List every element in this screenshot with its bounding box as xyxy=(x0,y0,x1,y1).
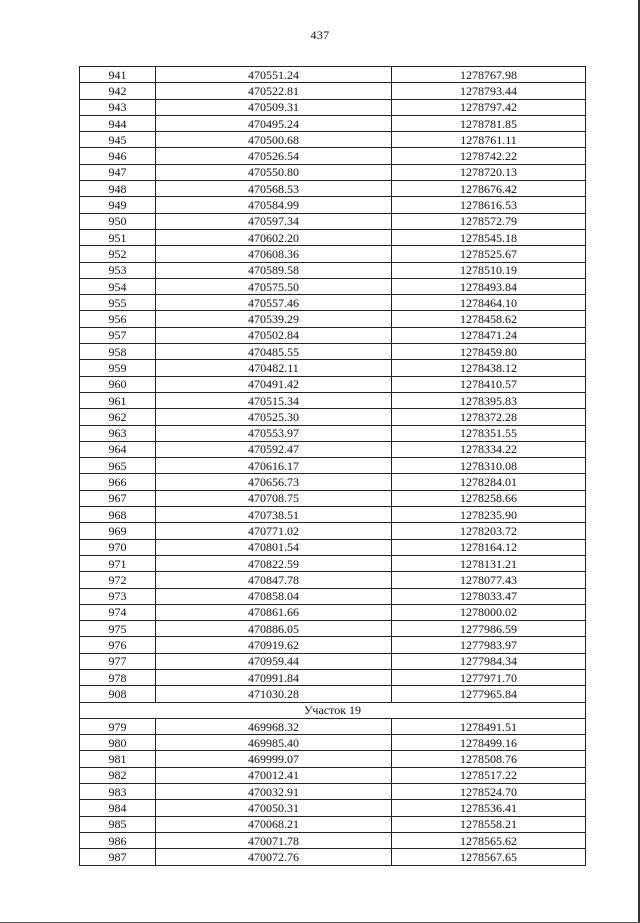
y-coordinate-cell: 1278508.76 xyxy=(392,751,586,767)
y-coordinate-cell: 1278131.21 xyxy=(392,555,586,571)
x-coordinate-cell: 470495.24 xyxy=(156,115,392,131)
table-row xyxy=(80,213,586,229)
x-coordinate-cell: 470568.53 xyxy=(156,181,392,197)
x-coordinate-cell: 470012.41 xyxy=(156,767,392,783)
x-coordinate-cell: 470597.34 xyxy=(156,213,392,229)
table-row xyxy=(80,441,586,457)
y-coordinate-cell: 1278536.41 xyxy=(392,800,586,816)
x-coordinate-cell: 470553.97 xyxy=(156,425,392,441)
point-number-cell: 984 xyxy=(80,800,156,816)
point-number-cell: 971 xyxy=(80,555,156,571)
table-row xyxy=(80,246,586,262)
point-number-cell: 949 xyxy=(80,197,156,213)
x-coordinate-cell: 469985.40 xyxy=(156,735,392,751)
y-coordinate-cell: 1277986.59 xyxy=(392,621,586,637)
y-coordinate-cell: 1278793.44 xyxy=(392,83,586,99)
table-row xyxy=(80,653,586,669)
x-coordinate-cell: 470525.30 xyxy=(156,409,392,425)
y-coordinate-cell: 1278203.72 xyxy=(392,523,586,539)
table-row xyxy=(80,67,586,83)
y-coordinate-cell: 1278000.02 xyxy=(392,604,586,620)
point-number-cell: 943 xyxy=(80,99,156,115)
y-coordinate-cell: 1278464.10 xyxy=(392,295,586,311)
point-number-cell: 985 xyxy=(80,816,156,832)
y-coordinate-cell: 1278491.51 xyxy=(392,718,586,734)
table-row xyxy=(80,507,586,523)
x-coordinate-cell: 470551.24 xyxy=(156,67,392,83)
x-coordinate-cell: 470485.55 xyxy=(156,344,392,360)
point-number-cell: 970 xyxy=(80,539,156,555)
x-coordinate-cell: 470919.62 xyxy=(156,637,392,653)
table-row xyxy=(80,490,586,506)
table-row xyxy=(80,800,586,816)
y-coordinate-cell: 1278395.83 xyxy=(392,392,586,408)
point-number-cell: 987 xyxy=(80,849,156,865)
x-coordinate-cell: 470738.51 xyxy=(156,507,392,523)
y-coordinate-cell: 1278781.85 xyxy=(392,115,586,131)
table-row xyxy=(80,344,586,360)
table-row xyxy=(80,132,586,148)
y-coordinate-cell: 1278525.67 xyxy=(392,246,586,262)
point-number-cell: 941 xyxy=(80,67,156,83)
y-coordinate-cell: 1278720.13 xyxy=(392,164,586,180)
x-coordinate-cell: 470068.21 xyxy=(156,816,392,832)
page-number: 437 xyxy=(310,28,330,42)
point-number-cell: 982 xyxy=(80,767,156,783)
point-number-cell: 975 xyxy=(80,621,156,637)
point-number-cell: 948 xyxy=(80,181,156,197)
coordinates-table xyxy=(79,66,586,866)
table-row xyxy=(80,669,586,685)
x-coordinate-cell: 469968.32 xyxy=(156,718,392,734)
table-row xyxy=(80,751,586,767)
x-coordinate-cell: 470602.20 xyxy=(156,229,392,245)
y-coordinate-cell: 1278351.55 xyxy=(392,425,586,441)
x-coordinate-cell: 470482.11 xyxy=(156,360,392,376)
table-row xyxy=(80,295,586,311)
y-coordinate-cell: 1278761.11 xyxy=(392,132,586,148)
point-number-cell: 986 xyxy=(80,832,156,848)
y-coordinate-cell: 1278372.28 xyxy=(392,409,586,425)
y-coordinate-cell: 1278284.01 xyxy=(392,474,586,490)
table-row xyxy=(80,164,586,180)
point-number-cell: 945 xyxy=(80,132,156,148)
table-row xyxy=(80,474,586,490)
section-title: Участок 19 xyxy=(80,702,586,718)
y-coordinate-cell: 1278164.12 xyxy=(392,539,586,555)
point-number-cell: 944 xyxy=(80,115,156,131)
x-coordinate-cell: 470509.31 xyxy=(156,99,392,115)
x-coordinate-cell: 470584.99 xyxy=(156,197,392,213)
point-number-cell: 974 xyxy=(80,604,156,620)
x-coordinate-cell: 470592.47 xyxy=(156,441,392,457)
point-number-cell: 953 xyxy=(80,262,156,278)
table-row xyxy=(80,360,586,376)
point-number-cell: 968 xyxy=(80,507,156,523)
y-coordinate-cell: 1278077.43 xyxy=(392,572,586,588)
point-number-cell: 960 xyxy=(80,376,156,392)
y-coordinate-cell: 1278499.16 xyxy=(392,735,586,751)
x-coordinate-cell: 470502.84 xyxy=(156,327,392,343)
point-number-cell: 962 xyxy=(80,409,156,425)
y-coordinate-cell: 1278797.42 xyxy=(392,99,586,115)
point-number-cell: 965 xyxy=(80,458,156,474)
table-row xyxy=(80,539,586,555)
point-number-cell: 942 xyxy=(80,83,156,99)
coordinates-table-body xyxy=(80,67,586,866)
point-number-cell: 969 xyxy=(80,523,156,539)
point-number-cell: 979 xyxy=(80,718,156,734)
y-coordinate-cell: 1278310.08 xyxy=(392,458,586,474)
table-row xyxy=(80,555,586,571)
table-row xyxy=(80,523,586,539)
table-row xyxy=(80,832,586,848)
x-coordinate-cell: 470550.80 xyxy=(156,164,392,180)
x-coordinate-cell: 470708.75 xyxy=(156,490,392,506)
table-row xyxy=(80,849,586,865)
table-row xyxy=(80,376,586,392)
x-coordinate-cell: 470608.36 xyxy=(156,246,392,262)
x-coordinate-cell: 470656.73 xyxy=(156,474,392,490)
table-row xyxy=(80,816,586,832)
y-coordinate-cell: 1278572.79 xyxy=(392,213,586,229)
y-coordinate-cell: 1278565.62 xyxy=(392,832,586,848)
x-coordinate-cell: 470861.66 xyxy=(156,604,392,620)
x-coordinate-cell: 469999.07 xyxy=(156,751,392,767)
point-number-cell: 980 xyxy=(80,735,156,751)
point-number-cell: 961 xyxy=(80,392,156,408)
table-row xyxy=(80,784,586,800)
point-number-cell: 973 xyxy=(80,588,156,604)
y-coordinate-cell: 1278458.62 xyxy=(392,311,586,327)
table-row xyxy=(80,458,586,474)
table-row xyxy=(80,99,586,115)
table-row xyxy=(80,229,586,245)
point-number-cell: 957 xyxy=(80,327,156,343)
point-number-cell: 978 xyxy=(80,669,156,685)
x-coordinate-cell: 470050.31 xyxy=(156,800,392,816)
x-coordinate-cell: 470616.17 xyxy=(156,458,392,474)
y-coordinate-cell: 1278493.84 xyxy=(392,278,586,294)
y-coordinate-cell: 1277983.97 xyxy=(392,637,586,653)
y-coordinate-cell: 1278676.42 xyxy=(392,181,586,197)
table-row xyxy=(80,637,586,653)
x-coordinate-cell: 470959.44 xyxy=(156,653,392,669)
x-coordinate-cell: 471030.28 xyxy=(156,686,392,702)
table-row xyxy=(80,735,586,751)
point-number-cell: 959 xyxy=(80,360,156,376)
point-number-cell: 952 xyxy=(80,246,156,262)
point-number-cell: 972 xyxy=(80,572,156,588)
table-row xyxy=(80,278,586,294)
y-coordinate-cell: 1278567.65 xyxy=(392,849,586,865)
x-coordinate-cell: 470526.54 xyxy=(156,148,392,164)
point-number-cell: 951 xyxy=(80,229,156,245)
point-number-cell: 950 xyxy=(80,213,156,229)
table-row xyxy=(80,148,586,164)
point-number-cell: 958 xyxy=(80,344,156,360)
table-row xyxy=(80,767,586,783)
x-coordinate-cell: 470858.04 xyxy=(156,588,392,604)
table-row xyxy=(80,621,586,637)
x-coordinate-cell: 470886.05 xyxy=(156,621,392,637)
y-coordinate-cell: 1278438.12 xyxy=(392,360,586,376)
table-row xyxy=(80,181,586,197)
point-number-cell: 964 xyxy=(80,441,156,457)
y-coordinate-cell: 1278742.22 xyxy=(392,148,586,164)
y-coordinate-cell: 1277965.84 xyxy=(392,686,586,702)
x-coordinate-cell: 470515.34 xyxy=(156,392,392,408)
table-row xyxy=(80,425,586,441)
table-row xyxy=(80,686,586,702)
y-coordinate-cell: 1278410.57 xyxy=(392,376,586,392)
point-number-cell: 976 xyxy=(80,637,156,653)
x-coordinate-cell: 470801.54 xyxy=(156,539,392,555)
y-coordinate-cell: 1278334.22 xyxy=(392,441,586,457)
y-coordinate-cell: 1278510.19 xyxy=(392,262,586,278)
table-row xyxy=(80,409,586,425)
x-coordinate-cell: 470539.29 xyxy=(156,311,392,327)
y-coordinate-cell: 1278033.47 xyxy=(392,588,586,604)
y-coordinate-cell: 1278258.66 xyxy=(392,490,586,506)
point-number-cell: 981 xyxy=(80,751,156,767)
point-number-cell: 908 xyxy=(80,686,156,702)
point-number-cell: 956 xyxy=(80,311,156,327)
table-row xyxy=(80,392,586,408)
point-number-cell: 983 xyxy=(80,784,156,800)
x-coordinate-cell: 470991.84 xyxy=(156,669,392,685)
y-coordinate-cell: 1278235.90 xyxy=(392,507,586,523)
x-coordinate-cell: 470072.76 xyxy=(156,849,392,865)
x-coordinate-cell: 470847.78 xyxy=(156,572,392,588)
y-coordinate-cell: 1278459.80 xyxy=(392,344,586,360)
table-row xyxy=(80,197,586,213)
x-coordinate-cell: 470771.02 xyxy=(156,523,392,539)
x-coordinate-cell: 470522.81 xyxy=(156,83,392,99)
y-coordinate-cell: 1278471.24 xyxy=(392,327,586,343)
x-coordinate-cell: 470491.42 xyxy=(156,376,392,392)
point-number-cell: 963 xyxy=(80,425,156,441)
table-row xyxy=(80,83,586,99)
point-number-cell: 966 xyxy=(80,474,156,490)
point-number-cell: 954 xyxy=(80,278,156,294)
y-coordinate-cell: 1277971.70 xyxy=(392,669,586,685)
table-row xyxy=(80,262,586,278)
y-coordinate-cell: 1278616.53 xyxy=(392,197,586,213)
point-number-cell: 947 xyxy=(80,164,156,180)
table-row xyxy=(80,115,586,131)
table-row xyxy=(80,604,586,620)
x-coordinate-cell: 470071.78 xyxy=(156,832,392,848)
x-coordinate-cell: 470575.50 xyxy=(156,278,392,294)
point-number-cell: 977 xyxy=(80,653,156,669)
point-number-cell: 946 xyxy=(80,148,156,164)
table-row xyxy=(80,311,586,327)
x-coordinate-cell: 470032.91 xyxy=(156,784,392,800)
point-number-cell: 955 xyxy=(80,295,156,311)
table-row xyxy=(80,327,586,343)
x-coordinate-cell: 470589.58 xyxy=(156,262,392,278)
x-coordinate-cell: 470500.68 xyxy=(156,132,392,148)
y-coordinate-cell: 1278517.22 xyxy=(392,767,586,783)
y-coordinate-cell: 1278767.98 xyxy=(392,67,586,83)
x-coordinate-cell: 470822.59 xyxy=(156,555,392,571)
x-coordinate-cell: 470557.46 xyxy=(156,295,392,311)
y-coordinate-cell: 1278545.18 xyxy=(392,229,586,245)
section-header-row xyxy=(80,702,586,718)
table-row xyxy=(80,572,586,588)
y-coordinate-cell: 1277984.34 xyxy=(392,653,586,669)
table-row xyxy=(80,588,586,604)
table-row xyxy=(80,718,586,734)
y-coordinate-cell: 1278558.21 xyxy=(392,816,586,832)
point-number-cell: 967 xyxy=(80,490,156,506)
y-coordinate-cell: 1278524.70 xyxy=(392,784,586,800)
